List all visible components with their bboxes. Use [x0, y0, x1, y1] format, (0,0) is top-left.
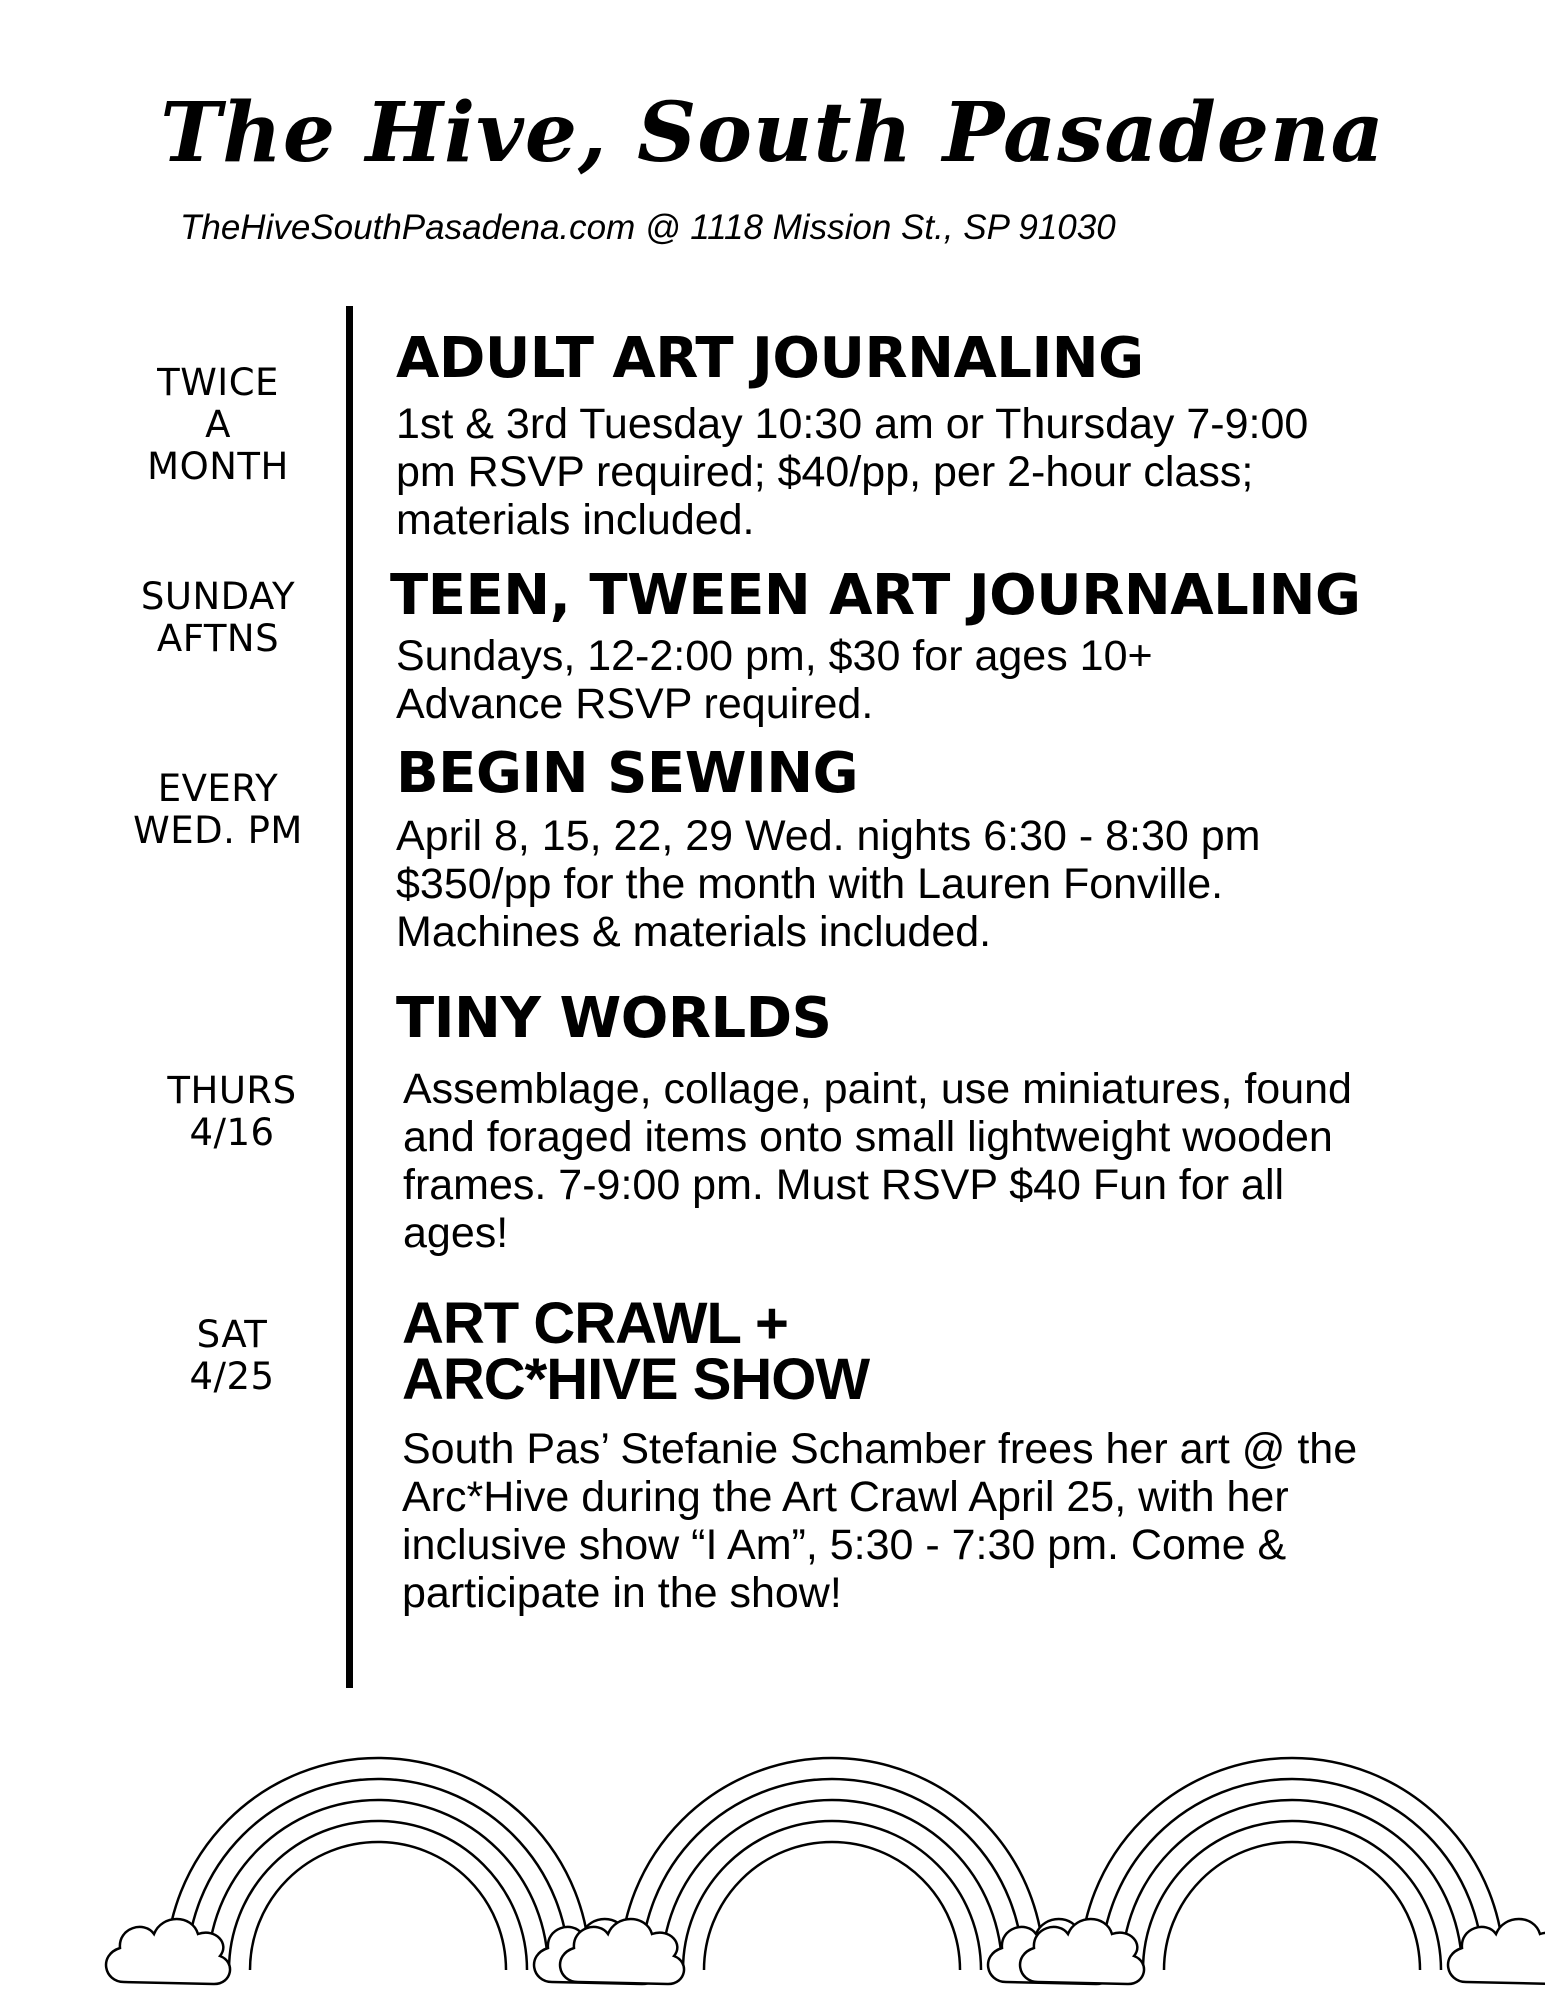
event-description-teen: Sundays, 12-2:00 pm, $30 for ages 10+ Advance RSVP required. — [396, 632, 1153, 728]
event-description-sewing: April 8, 15, 22, 29 Wed. nights 6:30 - 8:30 pm $350/pp for the month with Lauren Fonville. Machines & materials included. — [396, 812, 1261, 956]
label-line: AFTNS — [156, 617, 280, 660]
event-description-tiny-worlds: Assemblage, collage, paint, use miniatures, found and foraged items onto small lightweight wooden frames. 7-9:00 pm. Must RSVP $40 Fun for all ages! — [403, 1065, 1352, 1257]
label-line: A — [205, 403, 231, 446]
page-title: The Hive, South Pasadena — [160, 85, 1385, 181]
rainbow-cloud-icon — [1020, 1758, 1545, 1984]
event-title-tiny-worlds: TINY WORLDS — [396, 986, 832, 1051]
label-line: TWICE — [157, 361, 279, 404]
page-subtitle: TheHiveSouthPasadena.com @ 1118 Mission St., SP 91030 — [180, 208, 1116, 247]
event-title-art-crawl — [402, 1291, 870, 1412]
event-label-art-crawl — [132, 1314, 332, 1398]
event-label-teen — [118, 576, 318, 660]
event-label-tiny-worlds — [132, 1070, 332, 1154]
event-title-sewing: BEGIN SEWING — [396, 741, 859, 806]
label-line: THURS — [167, 1069, 297, 1112]
label-line: EVERY — [157, 767, 279, 810]
label-line: SAT — [196, 1313, 268, 1356]
label-line: 4/25 — [189, 1355, 275, 1398]
event-title-adult: ADULT ART JOURNALING — [396, 326, 1144, 391]
vertical-divider — [346, 306, 353, 1688]
title-line: ART CRAWL + — [402, 1291, 788, 1356]
event-label-sewing — [118, 768, 318, 852]
label-line: WED. PM — [133, 809, 303, 852]
label-line: 4/16 — [189, 1111, 275, 1154]
event-description-art-crawl: South Pas’ Stefanie Schamber frees her art @ the Arc*Hive during the Art Crawl April 25, with her inclusive show “I Am”, 5:30 - 7:30 pm. Come & participate in the show! — [402, 1425, 1358, 1617]
event-description-adult: 1st & 3rd Tuesday 10:30 am or Thursday 7-9:00 pm RSVP required; $40/pp, per 2-hour class; materials included. — [396, 400, 1309, 544]
label-line: MONTH — [147, 445, 289, 488]
event-label-adult — [118, 362, 318, 488]
title-line: ARC*HIVE SHOW — [402, 1347, 870, 1412]
label-line: SUNDAY — [140, 575, 296, 618]
event-title-teen: TEEN, TWEEN ART JOURNALING — [390, 563, 1361, 628]
rainbow-decoration — [0, 1700, 1545, 1999]
